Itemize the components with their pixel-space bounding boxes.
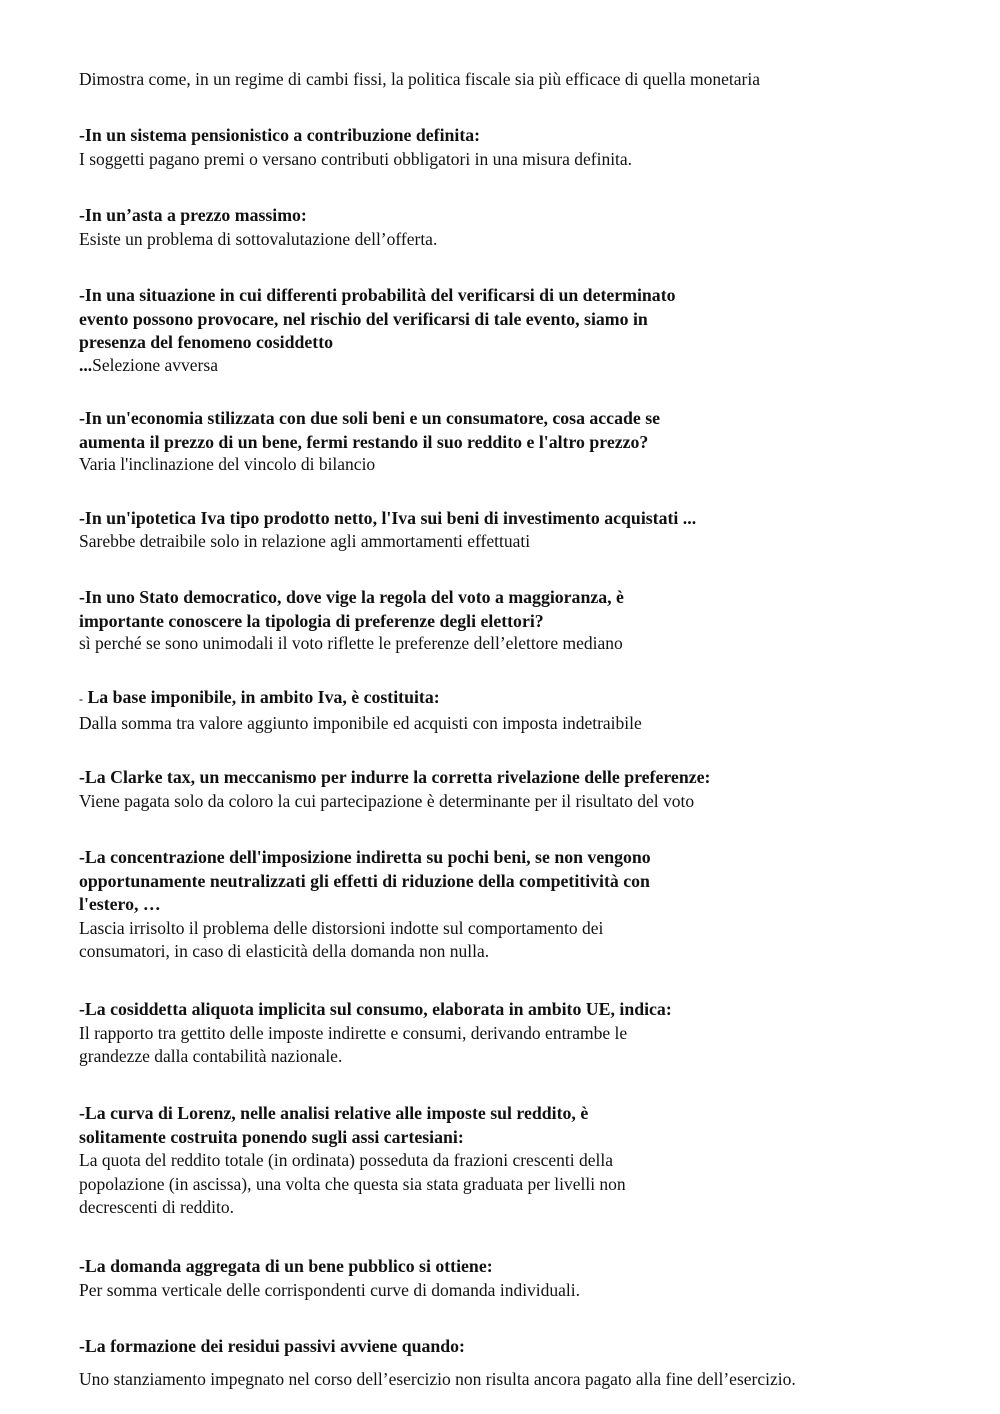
qa-item — [79, 204, 979, 251]
answer: Esiste un problema di sottovalutazione dell’offerta. — [79, 228, 438, 249]
question: -In uno Stato democratico, dove vige la regola del voto a maggioranza, è importante conoscere la tipologia di preferenze degli elettori? — [79, 587, 624, 631]
qa-item — [79, 507, 979, 551]
answer: La quota del reddito totale (in ordinata) posseduta da frazioni crescenti della popolazione (in ascissa), una volta che questa sia stata graduata per livelli non decrescenti di reddito. — [79, 1150, 626, 1217]
question: - La base imponibile, in ambito Iva, è costituita: — [79, 687, 440, 707]
qa-item — [79, 686, 979, 735]
question: -La cosiddetta aliquota implicita sul consumo, elaborata in ambito UE, indica: — [79, 999, 672, 1019]
qa-item — [79, 1102, 979, 1220]
answer: Sarebbe detraibile solo in relazione agli ammortamenti effettuati — [79, 530, 531, 551]
answer: Dalla somma tra valore aggiunto imponibile ed acquisti con imposta indetraibile — [79, 712, 642, 733]
answer: Varia l'inclinazione del vincolo di bilancio — [79, 454, 376, 474]
question: -In un'ipotetica Iva tipo prodotto netto, l'Iva sui beni di investimento acquistati ... — [79, 508, 697, 528]
question: -In un sistema pensionistico a contribuzione definita: — [79, 125, 481, 145]
qa-item — [79, 998, 979, 1069]
answer: I soggetti pagano premi o versano contributi obbligatori in una misura definita. — [79, 148, 633, 169]
question: -La concentrazione dell'imposizione indiretta su pochi beni, se non vengono opportunamente neutralizzati gli effetti di riduzione della competitività con l'estero, … — [79, 847, 651, 914]
answer: sì perché se sono unimodali il voto riflette le preferenze dell’elettore mediano — [79, 633, 623, 653]
answer: ...Selezione avversa — [79, 354, 218, 375]
qa-item — [79, 284, 979, 375]
qa-item — [79, 1255, 979, 1302]
answer: Per somma verticale delle corrispondenti curve di domanda individuali. — [79, 1279, 581, 1300]
question: -La Clarke tax, un meccanismo per indurre la corretta rivelazione delle preferenze: — [79, 767, 711, 787]
question: -In un’asta a prezzo massimo: — [79, 205, 307, 225]
qa-item — [79, 407, 979, 474]
answer-prefix: ... — [79, 354, 93, 375]
document-page — [79, 0, 979, 1414]
intro-text: Dimostra come, in un regime di cambi fissi, la politica fiscale sia più efficace di quella monetaria — [79, 69, 760, 89]
qa-item — [79, 846, 979, 964]
question: -In una situazione in cui differenti probabilità del verificarsi di un determinato evento possono provocare, nel rischio del verificarsi di tale evento, siamo in presenza del fenomeno cosiddetto — [79, 285, 676, 352]
question: -In un'economia stilizzata con due soli beni e un consumatore, cosa accade se aumenta il prezzo di un bene, fermi restando il suo reddito e l'altro prezzo? — [79, 408, 661, 452]
question: -La formazione dei residui passivi avviene quando: — [79, 1336, 465, 1356]
qa-item — [79, 586, 979, 653]
answer: Il rapporto tra gettito delle imposte indirette e consumi, derivando entrambe le grandezze dalla contabilità nazionale. — [79, 1022, 628, 1066]
qa-item — [79, 124, 979, 171]
answer: Lascia irrisolto il problema delle distorsioni indotte sul comportamento dei consumatori, in caso di elasticità della domanda non nulla. — [79, 917, 604, 961]
qa-item — [79, 1335, 979, 1391]
answer: Uno stanziamento impegnato nel corso dell’esercizio non risulta ancora pagato alla fine dell’esercizio. — [79, 1368, 796, 1389]
question: -La domanda aggregata di un bene pubblico si ottiene: — [79, 1256, 493, 1276]
question: -La curva di Lorenz, nelle analisi relative alle imposte sul reddito, è solitamente costruita ponendo sugli assi cartesiani: — [79, 1103, 589, 1147]
qa-item — [79, 766, 979, 813]
answer: Viene pagata solo da coloro la cui partecipazione è determinante per il risultato del voto — [79, 790, 695, 811]
